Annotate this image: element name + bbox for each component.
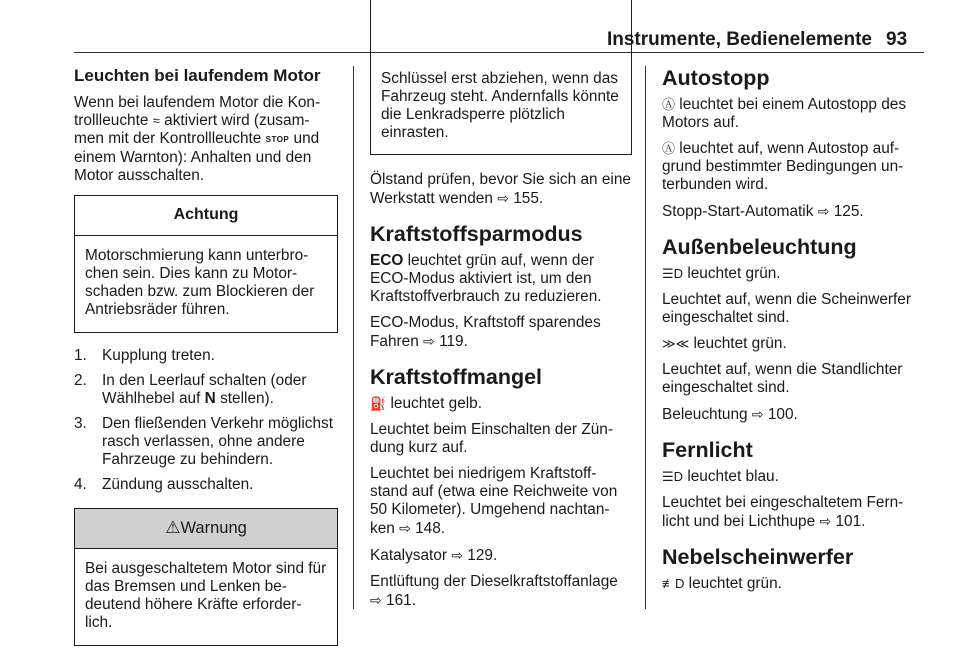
engine-running-intro: Wenn bei laufendem Motor die Kon-trollleuchte ≈ aktiviert wird (zusam-men mit der Kontrollleuchte STOP und einem Warnton): Anhalten und den Motor ausschalten. bbox=[74, 94, 321, 184]
continued-warning-box bbox=[370, 0, 632, 155]
autostop-icon: Ⓐ bbox=[662, 97, 676, 112]
fuel-text-3: Katalysator ⇨ 129. bbox=[370, 547, 498, 564]
section-heading-engine-running: Leuchten bei laufendem Motor bbox=[74, 66, 321, 85]
exterior-status-2: ≫≪ leuchtet grün. bbox=[662, 335, 787, 352]
fog-light-icon: ≢D bbox=[662, 576, 685, 591]
exterior-reference: Beleuchtung ⇨ 100. bbox=[662, 406, 798, 423]
page-ref-icon: ⇨ bbox=[817, 203, 830, 219]
page-ref-icon: ⇨ bbox=[819, 513, 832, 529]
exterior-text-1: Leuchtet auf, wenn die Scheinwerfer eingeschaltet sind. bbox=[662, 291, 911, 326]
autostop-text-2: Ⓐ leuchtet auf, wenn Autostop auf-grund bestimmter Bedingungen un-terbunden wird. bbox=[662, 140, 904, 193]
section-heading-exterior-lights: Außenbeleuchtung bbox=[662, 235, 857, 259]
column-1 bbox=[74, 66, 338, 660]
page-ref-icon: ⇨ bbox=[399, 520, 411, 536]
side-light-icon: ≫≪ bbox=[662, 336, 690, 351]
page-number: 93 bbox=[886, 29, 908, 50]
section-heading-autostop: Autostopp bbox=[662, 66, 770, 90]
section-heading-eco: Kraftstoffsparmodus bbox=[370, 222, 583, 246]
caution-text: Motorschmierung kann unterbro-chen sein. Dies kann zu Motor-schaden bzw. zum Blockieren der Antriebsräder führen. bbox=[85, 247, 315, 318]
oil-check-text: Ölstand prüfen, bevor Sie sich an eine Werkstatt wenden ⇨ 155. bbox=[370, 171, 631, 207]
autostop-off-icon: Ⓐ bbox=[662, 141, 676, 156]
page-ref-icon: ⇨ bbox=[497, 190, 509, 206]
autostop-reference: Stopp-Start-Automatik ⇨ 125. bbox=[662, 203, 864, 220]
column-2 bbox=[370, 66, 632, 618]
page-ref-icon: ⇨ bbox=[370, 592, 382, 608]
fuel-status: ⛽ leuchtet gelb. bbox=[370, 395, 483, 412]
high-beam-icon: ☰D bbox=[662, 469, 684, 484]
fog-status: ≢D leuchtet grün. bbox=[662, 575, 782, 592]
section-heading-fog-lights: Nebelscheinwerfer bbox=[662, 545, 854, 569]
high-beam-text: Leuchtet bei eingeschaltetem Fern-licht und bei Lichthupe ⇨ 101. bbox=[662, 494, 904, 530]
warning-title: ⚠Warnung bbox=[75, 509, 337, 549]
steps-list bbox=[74, 347, 338, 494]
fuel-text-1: Leuchtet beim Einschalten der Zün-dung kurz auf. bbox=[370, 421, 613, 456]
caution-box bbox=[74, 195, 338, 333]
warning-box bbox=[74, 508, 338, 646]
eco-reference: ECO-Modus, Kraftstoff sparendes Fahren ⇨ 119. bbox=[370, 314, 601, 350]
page-ref-icon: ⇨ bbox=[423, 333, 435, 349]
page-header-title: Instrumente, Bedienelemente bbox=[606, 29, 872, 50]
page-ref-icon: ⇨ bbox=[751, 406, 764, 422]
high-beam-status: ☰D leuchtet blau. bbox=[662, 468, 779, 485]
eco-label: ECO bbox=[370, 252, 404, 269]
list-item: 2. In den Leerlauf schalten (oder Wählhebel auf N stellen). bbox=[74, 372, 307, 407]
autostop-text-1: Ⓐ leuchtet bei einem Autostopp des Motors auf. bbox=[662, 96, 907, 131]
eco-description: ECO leuchtet grün auf, wenn der ECO-Modus aktiviert ist, um den Kraftstoffverbrauch zu reduzieren. bbox=[370, 252, 602, 305]
fuel-text-4: Entlüftung der Dieselkraftstoffanlage ⇨ 161. bbox=[370, 573, 618, 609]
continued-warning-text: Schlüssel erst abziehen, wenn das Fahrzeug steht. Andernfalls könnte die Lenkradsperre plötzlich einrasten. bbox=[381, 70, 619, 141]
section-heading-fuel: Kraftstoffmangel bbox=[370, 365, 543, 389]
list-item: 3. Den fließenden Verkehr möglichst rasch verlassen, ohne andere Fahrzeuge zu behindern. bbox=[74, 415, 333, 468]
fuel-text-2: Leuchtet bei niedrigem Kraftstoff-stand auf (etwa eine Reichweite von 50 Kilometer). Umgehend nachtan-ken ⇨ 148. bbox=[370, 465, 618, 537]
list-item: 1. Kupplung treten. bbox=[74, 347, 215, 364]
exterior-text-2: Leuchtet auf, wenn die Standlichter eingeschaltet sind. bbox=[662, 361, 903, 396]
caution-title: Achtung bbox=[75, 196, 337, 236]
column-divider-1 bbox=[353, 66, 354, 609]
list-item: 4. Zündung ausschalten. bbox=[74, 476, 254, 493]
fuel-pump-icon: ⛽ bbox=[370, 396, 387, 411]
column-divider-2 bbox=[645, 66, 646, 609]
headlight-icon: ☰D bbox=[662, 266, 684, 281]
section-heading-high-beam: Fernlicht bbox=[662, 438, 753, 462]
warning-icon: ⚠ bbox=[165, 518, 181, 537]
oil-pressure-icon: ≈ bbox=[152, 113, 160, 128]
column-3 bbox=[662, 66, 928, 601]
page-ref-icon: ⇨ bbox=[451, 547, 464, 563]
exterior-status-1: ☰D leuchtet grün. bbox=[662, 265, 781, 282]
warning-text: Bei ausgeschaltetem Motor sind für das Bremsen und Lenken be-deutend höhere Kräfte erforder-lich. bbox=[85, 560, 327, 631]
stop-icon: STOP bbox=[265, 135, 290, 144]
